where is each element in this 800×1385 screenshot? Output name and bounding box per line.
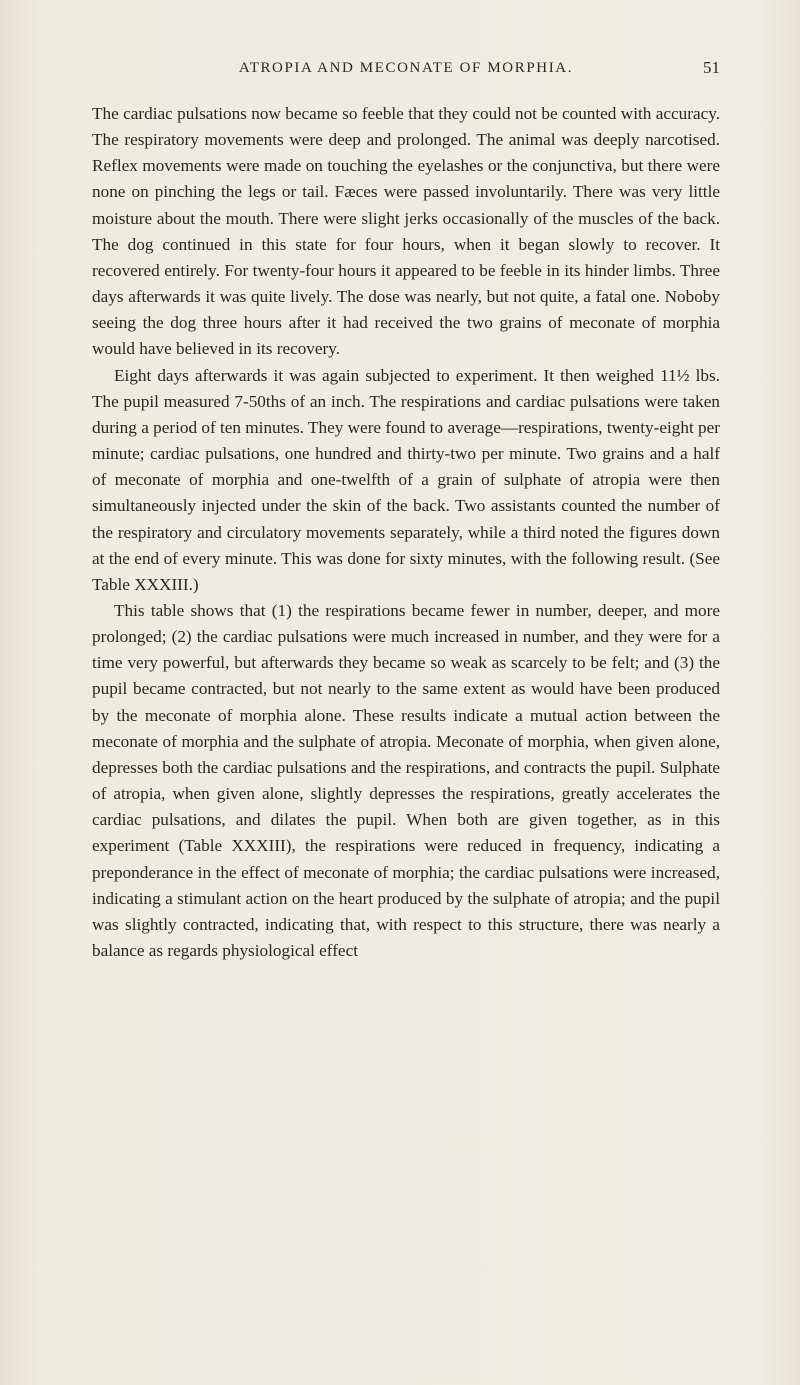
body-text xyxy=(92,101,720,964)
page-number: 51 xyxy=(703,58,720,77)
paragraph-continued: The cardiac pulsations now became so feeble that they could not be counted with accuracy. The respiratory movements were deep and prolonged. The animal was deeply narcotised. Reflex movements were made on touching the eyelashes or the conjunctiva, but there were none on pinching the legs or tail. Fæces were passed involuntarily. There was very little moisture about the mouth. There were slight jerks occasionally of the muscles of the back. The dog continued in this state for four hours, when it began slowly to recover. It recovered entirely. For twenty-four hours it appeared to be feeble in its hinder limbs. Three days afterwards it was quite lively. The dose was nearly, but not quite, a fatal one. Noboby seeing the dog three hours after it had received the two grains of meconate of morphia would have believed in its recovery. xyxy=(92,104,720,359)
paragraph-experiment: Eight days afterwards it was again subjected to experiment. It then weighed 11½ lbs. The pupil measured 7-50ths of an inch. The respirations and cardiac pulsations were taken during a period of ten minutes. They were found to average—respirations, twenty-eight per minute; cardiac pulsations, one hundred and thirty-two per minute. Two grains and a half of meconate of morphia and one-twelfth of a grain of sulphate of atropia were then simultaneously injected under the skin of the back. Two assistants counted the number of the respiratory and circulatory movements separately, while a third noted the figures down at the end of every minute. This was done for sixty minutes, with the following result. (See Table XXXIII.) xyxy=(92,365,720,594)
paragraph-table-analysis: This table shows that (1) the respirations became fewer in number, deeper, and more prolonged; (2) the cardiac pulsations were much increased in number, and they were for a time very powerful, but afterwards they became so weak as scarcely to be felt; and (3) the pupil became contracted, but not nearly to the same extent as would have been produced by the meconate of morphia alone. These results indicate a mutual action between the meconate of morphia and the sulphate of atropia. Meconate of morphia, when given alone, depresses both the cardiac pulsations and the respirations, and contracts the pupil. Sulphate of atropia, when given alone, slightly depresses the respirations, greatly accelerates the cardiac pulsations, and dilates the pupil. When both are given together, as in this experiment (Table XXXIII), the respirations were reduced in frequency, indicating a preponderance in the effect of meconate of morphia; the cardiac pulsations were increased, indicating a stimulant action on the heart produced by the sulphate of atropia; and the pupil was slightly contracted, indicating that, with respect to this structure, there was nearly a balance as regards physiological effect xyxy=(92,600,720,960)
running-head-title: ATROPIA AND MECONATE OF MORPHIA. xyxy=(238,60,574,76)
running-head xyxy=(92,58,720,82)
